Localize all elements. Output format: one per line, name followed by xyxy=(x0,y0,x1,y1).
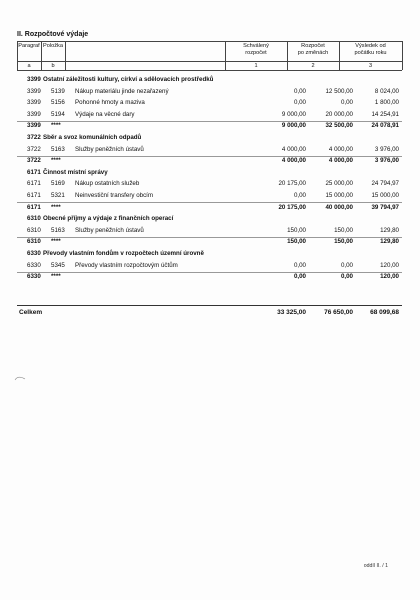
scan-artifact xyxy=(14,374,26,382)
subtotal-row xyxy=(17,237,402,247)
paragraf-cell: 6171 xyxy=(27,180,41,188)
polozka-cell: 5139 xyxy=(51,87,65,95)
group-title: Ostatní záležitosti kultury, církví a sdělovacích prostředků xyxy=(43,76,214,83)
value-revised: 4 000,00 xyxy=(328,157,353,165)
value-actual: 3 976,00 xyxy=(374,157,399,165)
value-revised: 12 500,00 xyxy=(325,87,353,95)
paragraf-cell: 6310 xyxy=(27,226,41,234)
total-separator xyxy=(17,305,402,306)
value-approved: 20 175,00 xyxy=(278,180,306,188)
header-col3-line2: počátku roku xyxy=(354,50,387,56)
value-approved: 4 000,00 xyxy=(281,157,306,165)
paragraf-cell: 3722 xyxy=(27,134,41,141)
value-actual: 8 024,00 xyxy=(374,87,399,95)
value-revised: 0,00 xyxy=(340,273,353,281)
value-approved: 9 000,00 xyxy=(281,122,306,130)
item-description: Výdaje na věcné dary xyxy=(75,110,135,118)
value-actual: 129,80 xyxy=(380,238,399,246)
header-col2-line2: po změnách xyxy=(297,50,329,56)
value-approved: 150,00 xyxy=(287,226,306,234)
paragraf-cell: 3722 xyxy=(27,145,41,153)
header-sub-a: a xyxy=(27,62,31,69)
subtotal-separator xyxy=(17,237,402,238)
value-approved: 0,00 xyxy=(293,192,306,199)
item-description: Nákup materiálu jinde nezařazený xyxy=(75,87,169,95)
subtotal-separator xyxy=(17,121,402,122)
value-revised: 4 000,00 xyxy=(328,145,353,153)
table-row xyxy=(17,98,402,108)
value-actual: 3 976,00 xyxy=(374,145,399,153)
paragraf-cell: 6330 xyxy=(27,250,41,257)
paragraf-cell: 3722 xyxy=(27,157,41,165)
value-revised: 25 000,00 xyxy=(325,180,353,188)
page-number: oddíl II. / 1 xyxy=(363,563,388,569)
header-paragraf: Paragraf xyxy=(18,43,40,49)
header-col1-line1: Schválený xyxy=(243,43,269,49)
value-revised: 32 500,00 xyxy=(325,122,353,130)
paragraf-cell: 3399 xyxy=(27,110,41,118)
value-approved: 9 000,00 xyxy=(281,110,306,118)
table-row xyxy=(17,191,402,201)
item-description: Služby peněžních ústavů xyxy=(75,226,144,234)
polozka-cell: **** xyxy=(51,238,61,246)
value-approved: 0,00 xyxy=(293,99,306,107)
value-approved: 20 175,00 xyxy=(278,203,306,211)
value-revised: 40 000,00 xyxy=(325,203,353,211)
header-polozka: Položka xyxy=(43,43,63,49)
item-description: Nákup ostatních služeb xyxy=(75,180,140,188)
item-description: Převody vlastním rozpočtovým účtům xyxy=(75,261,178,269)
subtotal-separator xyxy=(17,202,402,203)
polozka-cell: **** xyxy=(51,203,61,211)
paragraf-cell: 6171 xyxy=(27,192,41,199)
value-approved: 4 000,00 xyxy=(281,145,306,153)
value-revised: 150,00 xyxy=(334,226,353,234)
group-row xyxy=(17,168,402,178)
group-row xyxy=(17,214,402,224)
subtotal-separator xyxy=(17,156,402,157)
paragraf-cell: 3399 xyxy=(27,99,41,107)
item-description: Služby peněžních ústavů xyxy=(75,145,144,153)
value-revised: 0,00 xyxy=(340,261,353,269)
group-title: Sběr a svoz komunálních odpadů xyxy=(43,134,142,141)
value-approved: 0,00 xyxy=(293,87,306,95)
polozka-cell: 5163 xyxy=(51,145,65,153)
value-revised: 15 000,00 xyxy=(325,192,353,199)
header-sub-b: b xyxy=(51,62,55,69)
item-description: Pohonné hmoty a maziva xyxy=(75,99,145,107)
paragraf-cell: 6330 xyxy=(27,273,41,281)
paragraf-cell: 6330 xyxy=(27,261,41,269)
grand-total-v3: 68 099,68 xyxy=(370,309,399,316)
value-actual: 24 078,91 xyxy=(371,122,399,130)
grand-total-label: Celkem xyxy=(19,309,43,316)
paragraf-cell: 6310 xyxy=(27,215,41,223)
table-row xyxy=(17,145,402,155)
polozka-cell: 5169 xyxy=(51,180,65,188)
group-title: Obecné příjmy a výdaje z finančních operací xyxy=(43,215,174,223)
table-row xyxy=(17,110,402,120)
polozka-cell: 5345 xyxy=(51,261,65,269)
value-actual: 15 000,00 xyxy=(371,192,399,199)
value-actual: 120,00 xyxy=(380,273,399,281)
value-approved: 150,00 xyxy=(287,238,306,246)
value-revised: 150,00 xyxy=(334,238,353,246)
paragraf-cell: 6171 xyxy=(27,203,41,211)
group-title: Činnost místní správy xyxy=(43,168,108,176)
value-approved: 0,00 xyxy=(293,261,306,269)
polozka-cell: **** xyxy=(51,122,61,130)
subtotal-row xyxy=(17,203,402,213)
item-description: Neinvestiční transfery obcím xyxy=(75,192,154,199)
group-row xyxy=(17,75,402,85)
value-approved: 0,00 xyxy=(293,273,306,281)
value-actual: 120,00 xyxy=(380,261,399,269)
table-row xyxy=(17,261,402,271)
group-row xyxy=(17,133,402,143)
subtotal-separator xyxy=(17,272,402,273)
subtotal-row xyxy=(17,156,402,166)
header-sub-2: 2 xyxy=(311,62,315,69)
table-row xyxy=(17,226,402,236)
value-revised: 0,00 xyxy=(340,99,353,107)
group-row xyxy=(17,249,402,259)
grand-total-v1: 33 325,00 xyxy=(277,309,306,316)
paragraf-cell: 6310 xyxy=(27,238,41,246)
polozka-cell: 5156 xyxy=(51,99,65,107)
polozka-cell: **** xyxy=(51,273,61,281)
header-sub-3: 3 xyxy=(368,62,373,69)
polozka-cell: 5163 xyxy=(51,226,65,234)
polozka-cell: 5194 xyxy=(51,110,65,118)
subtotal-row xyxy=(17,121,402,131)
value-actual: 14 254,91 xyxy=(371,110,399,118)
header-sub-1: 1 xyxy=(254,62,258,69)
paragraf-cell: 3399 xyxy=(27,122,41,130)
paragraf-cell: 6171 xyxy=(27,168,41,176)
table-row xyxy=(17,87,402,97)
subtotal-row xyxy=(17,272,402,282)
table-header xyxy=(17,41,402,71)
grand-total-row xyxy=(17,309,402,319)
header-col2-line1: Rozpočet xyxy=(301,43,325,49)
grand-total-v2: 76 650,00 xyxy=(324,309,353,316)
table-row xyxy=(17,179,402,189)
section-title: II. Rozpočtové výdaje xyxy=(17,31,89,38)
paragraf-cell: 3399 xyxy=(27,76,41,83)
value-actual: 129,80 xyxy=(380,226,399,234)
group-title: Převody vlastním fondům v rozpočtech územní úrovně xyxy=(43,250,204,257)
value-actual: 39 794,97 xyxy=(371,203,399,211)
value-revised: 20 000,00 xyxy=(325,110,353,118)
value-actual: 24 794,97 xyxy=(371,180,399,188)
polozka-cell: 5321 xyxy=(51,192,65,199)
value-actual: 1 800,00 xyxy=(374,99,399,107)
header-col3-line1: Výsledek od xyxy=(355,43,386,49)
polozka-cell: **** xyxy=(51,157,61,165)
header-col1-line2: rozpočet xyxy=(245,50,267,56)
paragraf-cell: 3399 xyxy=(27,87,41,95)
